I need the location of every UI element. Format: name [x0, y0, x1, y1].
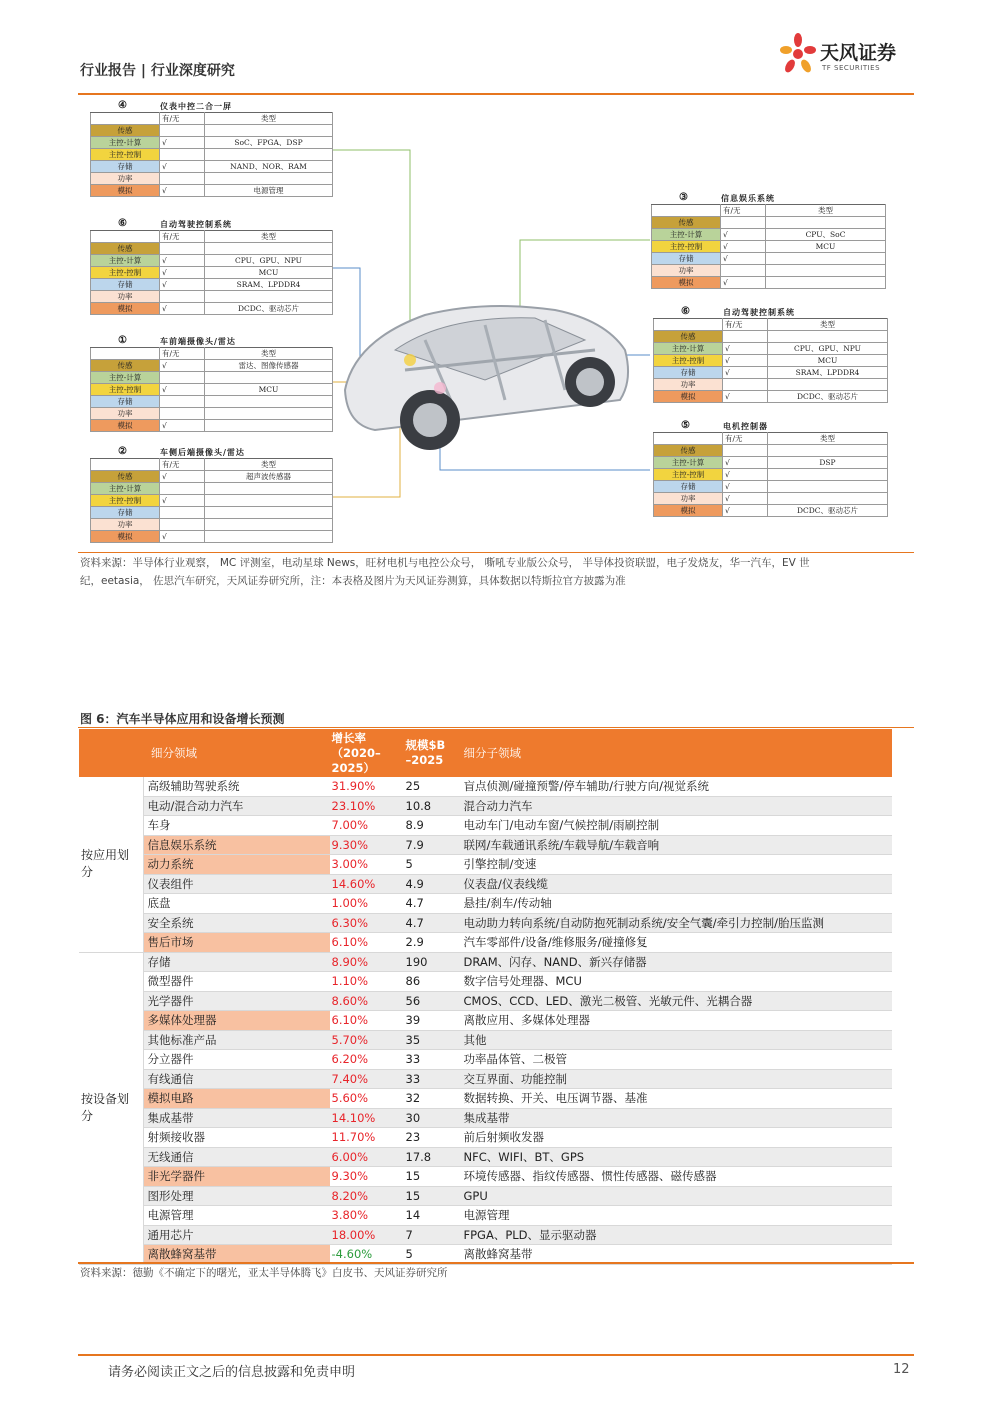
- segment-name: 微型器件: [143, 972, 330, 992]
- subsegment: 数据转换、开关、电压调节器、基准: [462, 1089, 893, 1109]
- subsegment: FPGA、PLD、显示驱动器: [462, 1225, 893, 1245]
- growth-rate: 7.00%: [330, 816, 404, 836]
- source-note-1: [80, 554, 810, 590]
- segment-name: 仪表组件: [143, 874, 330, 894]
- growth-rate: 1.00%: [330, 894, 404, 914]
- market-size: 190: [404, 952, 462, 972]
- growth-rate: 5.60%: [330, 1089, 404, 1109]
- growth-rate: 3.80%: [330, 1206, 404, 1226]
- market-size: 33: [404, 1050, 462, 1070]
- segment-name: 电源管理: [143, 1206, 330, 1226]
- table-row: [79, 874, 892, 894]
- subsegment: 其他: [462, 1030, 893, 1050]
- source-note-2: 资料来源：德勤《不确定下的曙光，亚太半导体腾飞》白皮书、天风证券研究所: [80, 1267, 448, 1279]
- segment-name: 射频接收器: [143, 1128, 330, 1148]
- group-label: 按设备划分: [79, 952, 143, 1264]
- table-row: [79, 1069, 892, 1089]
- row-label: 功率: [91, 173, 160, 185]
- segment-name: 售后市场: [143, 933, 330, 953]
- header-subsegment: 细分子领域: [462, 729, 893, 777]
- table-row: [79, 816, 892, 836]
- table-row: [79, 913, 892, 933]
- market-size: 56: [404, 991, 462, 1011]
- has-header: 有/无: [160, 113, 205, 125]
- table-row: [79, 933, 892, 953]
- segment-name: 动力系统: [143, 855, 330, 875]
- source-line-1: 资料来源：半导体行业观察， MC 评测室，电动星球 News，旺材电机与电控公众号， 嘶吼专业版公众号， 半导体投资联盟，电子发烧友，华一汽车，EV 世: [80, 557, 810, 569]
- growth-rate: 6.10%: [330, 933, 404, 953]
- table-row: [79, 1206, 892, 1226]
- module-number: ①: [118, 335, 127, 346]
- subsegment: 离散蜂窝基带: [462, 1245, 893, 1265]
- page-number: 12: [893, 1362, 910, 1377]
- subsegment: 数字信号处理器、MCU: [462, 972, 893, 992]
- table-row: [79, 1147, 892, 1167]
- subsegment: 交互界面、功能控制: [462, 1069, 893, 1089]
- growth-rate: 8.90%: [330, 952, 404, 972]
- subsegment: 仪表盘/仪表线缆: [462, 874, 893, 894]
- segment-name: 车身: [143, 816, 330, 836]
- table-row: [79, 1030, 892, 1050]
- subsegment: NFC、WIFI、BT、GPS: [462, 1147, 893, 1167]
- module-number: ⑥: [681, 306, 690, 317]
- module-infotainment: ③ 信息娱乐系统 有/无 类型 传感 主控-计算 √ CPU、SoC 主控-控制 √ MCU 存储 √ 功率 模拟 √: [651, 192, 886, 289]
- module-name: 仪表中控二合一屏: [160, 101, 232, 111]
- footer-rule: [78, 1354, 914, 1356]
- market-size: 7.9: [404, 835, 462, 855]
- module-autopilot-right: ⑥ 自动驾驶控制系统 有/无 类型 传感 主控-计算 √ CPU、GPU、NPU 主控-控制 √ MCU 存储 √ SRAM、LPDDR4 功率 模拟 √ DCDC、驱动芯片: [653, 306, 888, 403]
- module-motor-controller: ⑤ 电机控制器 有/无 类型 传感 主控-计算 √ DSP 主控-控制 √ 存储 √ 功率 √ 模拟 √ DCDC、驱动芯片: [653, 420, 888, 517]
- segment-name: 集成基带: [143, 1108, 330, 1128]
- table-row: [79, 1089, 892, 1109]
- table-row: [79, 796, 892, 816]
- segment-name: 图形处理: [143, 1186, 330, 1206]
- table-header-row: [79, 729, 892, 777]
- table-row: [79, 1225, 892, 1245]
- growth-rate: 7.40%: [330, 1069, 404, 1089]
- subsegment: 汽车零部件/设备/维修服务/碰撞修复: [462, 933, 893, 953]
- module-name: 自动驾驶控制系统: [160, 219, 232, 229]
- logo-name: 天风证券: [820, 42, 897, 64]
- disclaimer-footer: 请务必阅读正文之后的信息披露和免责申明: [108, 1365, 356, 1380]
- market-size: 32: [404, 1089, 462, 1109]
- subsegment: 电源管理: [462, 1206, 893, 1226]
- figure-6-title: 图 6：汽车半导体应用和设备增长预测: [80, 712, 285, 726]
- module-name: 信息娱乐系统: [721, 193, 775, 203]
- market-size: 5: [404, 1245, 462, 1265]
- market-size: 15: [404, 1186, 462, 1206]
- subsegment: DRAM、闪存、NAND、新兴存储器: [462, 952, 893, 972]
- module-name: 电机控制器: [723, 421, 768, 431]
- market-size: 35: [404, 1030, 462, 1050]
- subsegment: 电动车门/电动车窗/气候控制/雨刷控制: [462, 816, 893, 836]
- header-growth-rate: 增长率 （2020– 2025）: [330, 729, 404, 777]
- figure-6-top-rule: [78, 727, 914, 728]
- segment-name: 通用芯片: [143, 1225, 330, 1245]
- figure-bottom-rule: [78, 552, 914, 553]
- table-row: [79, 835, 892, 855]
- car-chassis-illustration: [335, 270, 635, 470]
- row-label: 存储: [91, 161, 160, 173]
- table-row: [79, 855, 892, 875]
- module-dashboard-screen: ④ 仪表中控二合一屏 有/无 类型 传感 主控-计算 √ SoC、FPGA、DSP 主控-控制 存储 √ NAND、NOR、RAM 功率 模拟 √ 电源管理: [90, 100, 333, 197]
- growth-rate: 9.30%: [330, 1167, 404, 1187]
- growth-rate: 18.00%: [330, 1225, 404, 1245]
- module-number: ②: [118, 446, 127, 457]
- market-size: 39: [404, 1011, 462, 1031]
- segment-name: 分立器件: [143, 1050, 330, 1070]
- growth-rate: 23.10%: [330, 796, 404, 816]
- module-name: 车侧后端摄像头/雷达: [160, 447, 245, 457]
- segment-name: 其他标准产品: [143, 1030, 330, 1050]
- subsegment: 功率晶体管、二极管: [462, 1050, 893, 1070]
- market-size: 33: [404, 1069, 462, 1089]
- row-label: 主控-控制: [91, 149, 160, 161]
- growth-rate: 14.60%: [330, 874, 404, 894]
- growth-rate: 1.10%: [330, 972, 404, 992]
- market-size: 14: [404, 1206, 462, 1226]
- module-number: ⑤: [681, 420, 690, 431]
- subsegment: 混合动力汽车: [462, 796, 893, 816]
- table-row: [79, 952, 892, 972]
- subsegment: 环境传感器、指纹传感器、惯性传感器、磁传感器: [462, 1167, 893, 1187]
- growth-rate: 8.20%: [330, 1186, 404, 1206]
- segment-name: 高级辅助驾驶系统: [143, 777, 330, 796]
- table-row: [79, 777, 892, 796]
- market-size: 5: [404, 855, 462, 875]
- growth-rate: 8.60%: [330, 991, 404, 1011]
- module-autopilot-left: ⑥ 自动驾驶控制系统 有/无 类型 传感 主控-计算 √ CPU、GPU、NPU 主控-控制 √ MCU 存储 √ SRAM、LPDDR4 功率 模拟 √ DCDC、驱动芯片: [90, 218, 333, 315]
- module-side-rear-camera-radar: ② 车侧后端摄像头/雷达 有/无 类型 传感 √ 超声波传感器 主控-计算 主控-控制 √ 存储 功率 模拟 √: [90, 446, 333, 543]
- segment-name: 信息娱乐系统: [143, 835, 330, 855]
- market-size: 86: [404, 972, 462, 992]
- market-size: 23: [404, 1128, 462, 1148]
- segment-name: 底盘: [143, 894, 330, 914]
- table-row: [79, 991, 892, 1011]
- segment-name: 非光学器件: [143, 1167, 330, 1187]
- subsegment: 前后射频收发器: [462, 1128, 893, 1148]
- market-size: 8.9: [404, 816, 462, 836]
- table-row: [79, 1050, 892, 1070]
- semiconductor-growth-table: [79, 729, 892, 1265]
- growth-rate: 6.30%: [330, 913, 404, 933]
- market-size: 30: [404, 1108, 462, 1128]
- growth-rate: 3.00%: [330, 855, 404, 875]
- market-size: 4.7: [404, 913, 462, 933]
- table-row: [79, 894, 892, 914]
- subsegment: 离散应用、多媒体处理器: [462, 1011, 893, 1031]
- subsegment: 悬挂/刹车/传动轴: [462, 894, 893, 914]
- logo-subtitle: TF SECURITIES: [822, 64, 881, 72]
- growth-rate: 9.30%: [330, 835, 404, 855]
- subsegment: 集成基带: [462, 1108, 893, 1128]
- segment-name: 光学器件: [143, 991, 330, 1011]
- table-row: [79, 1167, 892, 1187]
- growth-rate: 5.70%: [330, 1030, 404, 1050]
- subsegment: 电动助力转向系统/自动防抱死制动系统/安全气囊/牵引力控制/胎压监测: [462, 913, 893, 933]
- growth-rate: 6.20%: [330, 1050, 404, 1070]
- market-size: 25: [404, 777, 462, 796]
- type-header: 类型: [205, 113, 333, 125]
- segment-name: 模拟电路: [143, 1089, 330, 1109]
- growth-rate: 14.10%: [330, 1108, 404, 1128]
- header-market-size: 规模$B –2025: [404, 729, 462, 777]
- header-segment: 细分领域: [143, 729, 330, 777]
- segment-name: 无线通信: [143, 1147, 330, 1167]
- segment-name: 有线通信: [143, 1069, 330, 1089]
- table-row: [79, 1108, 892, 1128]
- subsegment: 引擎控制/变速: [462, 855, 893, 875]
- table-row: [79, 972, 892, 992]
- row-label: 模拟: [91, 185, 160, 197]
- report-header-title: 行业报告 | 行业深度研究: [80, 63, 235, 79]
- table-row: [79, 1186, 892, 1206]
- market-size: 17.8: [404, 1147, 462, 1167]
- table-row: [79, 1011, 892, 1031]
- growth-rate: 11.70%: [330, 1128, 404, 1148]
- subsegment: CMOS、CCD、LED、激光二极管、光敏元件、光耦合器: [462, 991, 893, 1011]
- segment-name: 多媒体处理器: [143, 1011, 330, 1031]
- growth-rate: -4.60%: [330, 1245, 404, 1265]
- subsegment: 联网/车载通讯系统/车载导航/车载音响: [462, 835, 893, 855]
- row-label: 传感: [91, 125, 160, 137]
- market-size: 4.9: [404, 874, 462, 894]
- table-row: [79, 1128, 892, 1148]
- module-number: ⑥: [118, 218, 127, 229]
- row-label: 主控-计算: [91, 137, 160, 149]
- module-number: ③: [679, 192, 688, 203]
- module-front-camera-radar: ① 车前端摄像头/雷达 有/无 类型 传感 √ 雷达、图像传感器 主控-计算 主控-控制 √ MCU 存储 功率 模拟 √: [90, 335, 333, 432]
- subsegment: GPU: [462, 1186, 893, 1206]
- growth-rate: 31.90%: [330, 777, 404, 796]
- market-size: 7: [404, 1225, 462, 1245]
- subsegment: 盲点侦测/碰撞预警/停车辅助/行驶方向/视觉系统: [462, 777, 893, 796]
- source-line-2: 纪，eetasia， 佐思汽车研究，天风证券研究所，注：本表格及图片为天风证券测算，具体数据以特斯拉官方披露为准: [80, 575, 626, 587]
- segment-name: 存储: [143, 952, 330, 972]
- segment-name: 电动/混合动力汽车: [143, 796, 330, 816]
- group-label: 按应用划分: [79, 777, 143, 952]
- module-number: ④: [118, 100, 127, 111]
- segment-name: 安全系统: [143, 913, 330, 933]
- module-name: 车前端摄像头/雷达: [160, 336, 236, 346]
- market-size: 10.8: [404, 796, 462, 816]
- market-size: 2.9: [404, 933, 462, 953]
- module-name: 自动驾驶控制系统: [723, 307, 795, 317]
- segment-name: 离散蜂窝基带: [143, 1245, 330, 1265]
- market-size: 15: [404, 1167, 462, 1187]
- growth-rate: 6.00%: [330, 1147, 404, 1167]
- growth-rate: 6.10%: [330, 1011, 404, 1031]
- market-size: 4.7: [404, 894, 462, 914]
